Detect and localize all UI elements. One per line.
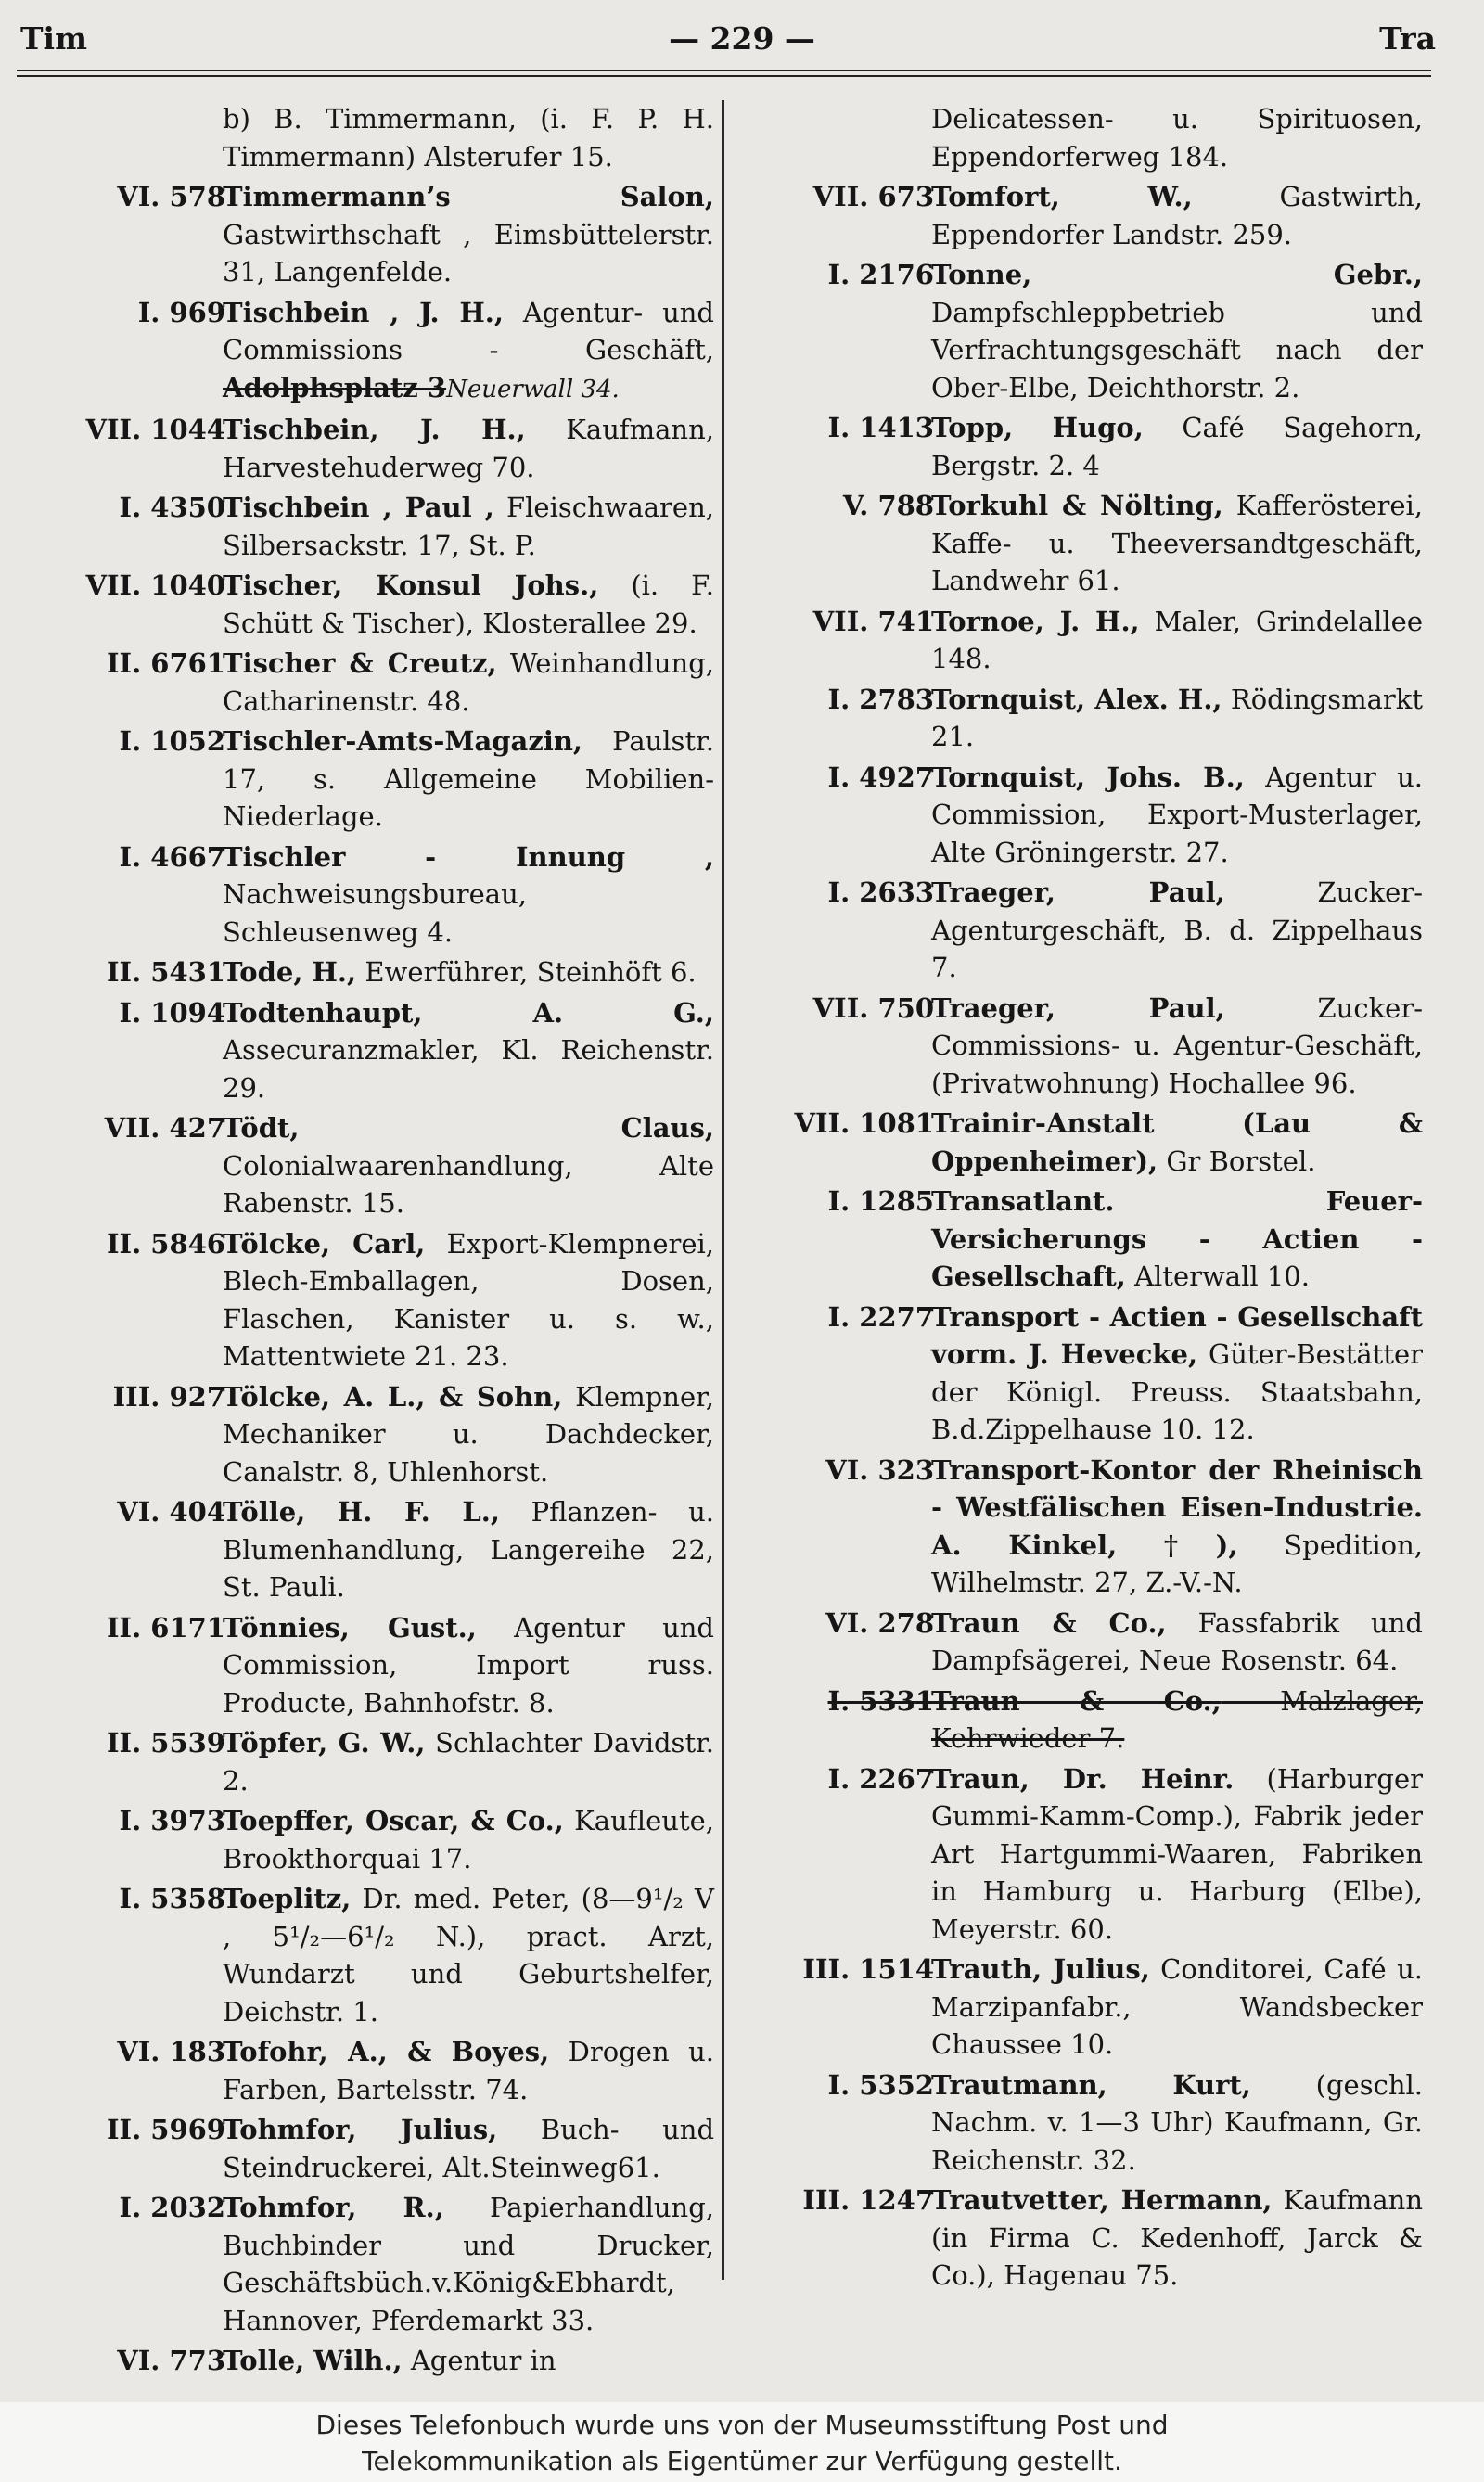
header-rule-top	[17, 70, 1431, 71]
subscriber-name: Tischbein , J. H.,	[223, 296, 504, 328]
header-left-keyword: Tim	[20, 20, 88, 57]
phone-number: I. 5331	[827, 1684, 934, 1717]
directory-entry	[17, 1225, 714, 1375]
entry-text	[223, 2342, 714, 2380]
subscriber-name: Töpfer, G. W.,	[223, 1727, 426, 1759]
subscriber-details: Dr. med. Peter, (8—9¹/₂ V , 5¹/₂—6¹/₂ N.), pract. Arzt, Wundarzt und Geburtshelfer, Deichstr. 1.	[223, 1883, 714, 2028]
phone-number: I. 969	[137, 296, 225, 328]
entry-text	[223, 1378, 714, 1491]
subscriber-name: Tischbein , Paul ,	[223, 492, 494, 523]
subscriber-name: Todtenhaupt, A. G.,	[223, 996, 714, 1029]
directory-entry	[17, 1724, 714, 1799]
phone-number: VII. 741	[812, 605, 934, 637]
entry-text	[931, 1760, 1423, 1949]
entry-text	[223, 1724, 714, 1799]
subscriber-details: Agentur u. Commission, Export-Musterlager, Alte Gröningerstr. 27.	[931, 761, 1423, 868]
directory-entry	[725, 1183, 1423, 1296]
subscriber-name: Traun & Co.,	[931, 1606, 1167, 1639]
directory-entry	[17, 100, 714, 175]
phone-number: VII. 673	[812, 181, 934, 212]
directory-entry	[725, 1682, 1423, 1758]
entry-text	[931, 1605, 1423, 1680]
subscriber-name: Torkuhl & Nölting,	[931, 490, 1223, 521]
subscriber-name: Tölle, H. F. L.,	[223, 1496, 500, 1528]
entry-text	[931, 100, 1423, 175]
entry-text	[223, 411, 714, 486]
directory-entry	[17, 411, 714, 486]
subscriber-name: Trautmann, Kurt,	[931, 2068, 1251, 2101]
left-column	[17, 100, 715, 2376]
directory-entry	[17, 294, 714, 409]
entry-text	[931, 603, 1423, 678]
subscriber-name: Trautvetter, Hermann,	[931, 2184, 1273, 2216]
entry-text	[223, 1609, 714, 1722]
subscriber-details: Agentur und Commission, Import russ. Producte, Bahnhofstr. 8.	[223, 1611, 714, 1719]
entry-text	[931, 2066, 1423, 2180]
subscriber-name: Tohmfor, Julius,	[223, 2114, 498, 2145]
directory-entry	[17, 953, 714, 992]
directory-entry	[17, 1880, 714, 2030]
phone-number: I. 4927	[827, 761, 934, 793]
phone-number: I. 2277	[827, 1300, 934, 1333]
subscriber-name: Tornoe, J. H.,	[931, 605, 1140, 637]
subscriber-name: Tölcke, Carl,	[223, 1227, 426, 1260]
entry-text	[223, 1802, 714, 1877]
column-divider	[722, 100, 724, 2280]
subscriber-name: Traun, Dr. Heinr.	[931, 1762, 1235, 1795]
subscriber-details: Schlachter Davidstr. 2.	[223, 1727, 714, 1797]
handwritten-correction: Neuerwall 34.	[446, 375, 620, 403]
subscriber-details: Nachweisungsbureau, Schleusenweg 4.	[223, 878, 527, 948]
subscriber-details: b) B. Timmermann, (i. F. P. H. Timmermann) Alsterufer 15.	[223, 103, 714, 173]
directory-entry	[17, 489, 714, 564]
phone-number: VI. 183	[117, 2036, 225, 2067]
subscriber-name: Tornquist, Johs. B.,	[931, 761, 1245, 793]
subscriber-name: Tischler - Innung ,	[223, 840, 714, 873]
header-rule-bottom	[17, 75, 1431, 77]
subscriber-name: Traun & Co.,	[931, 1684, 1222, 1717]
subscriber-details: Alterwall 10.	[1125, 1260, 1310, 1292]
struck-address: Adolphsplatz 3	[223, 371, 447, 403]
subscriber-name: Tofohr, A., & Boyes,	[223, 2036, 550, 2067]
directory-entry	[17, 1802, 714, 1877]
subscriber-details: Ewerführer, Steinhöft 6.	[356, 956, 697, 988]
directory-entry	[17, 723, 714, 836]
header-right-keyword: Tra	[1379, 20, 1436, 57]
subscriber-name: Tölcke, A. L., & Sohn,	[223, 1380, 563, 1413]
subscriber-name: Tohmfor, R.,	[223, 2192, 444, 2223]
entry-text	[223, 294, 714, 409]
subscriber-details: (Harburger Gummi-Kamm-Comp.), Fabrik jeder Art Hartgummi-Waaren, Fabriken in Hamburg u. Harburg (Elbe), Meyerstr. 60.	[931, 1762, 1423, 1945]
entry-text	[931, 759, 1423, 872]
subscriber-name: Timmermann’s Salon,	[223, 181, 714, 212]
subscriber-name: Toeplitz,	[223, 1883, 352, 1914]
directory-entry	[17, 2189, 714, 2339]
phone-number: VI. 278	[825, 1606, 934, 1639]
phone-number: VII. 427	[104, 1112, 225, 1144]
entry-text	[931, 2181, 1423, 2295]
directory-entry	[725, 1760, 1423, 1949]
subscriber-details: Gr Borstel.	[1158, 1145, 1316, 1177]
subscriber-details: Pflanzen- u. Blumenhandlung, Langereihe 22, St. Pauli.	[223, 1496, 714, 1603]
subscriber-details: Maler, Grindelallee 148.	[931, 605, 1423, 674]
directory-entry	[725, 874, 1423, 987]
directory-entry	[17, 1109, 714, 1222]
subscriber-details: Klempner, Mechaniker u. Dachdecker, Canalstr. 8, Uhlenhorst.	[223, 1380, 714, 1488]
subscriber-name: Tornquist, Alex. H.,	[931, 683, 1222, 715]
directory-entry	[725, 100, 1423, 175]
phone-number: I. 2176	[827, 259, 934, 290]
phone-number: III. 1247	[802, 2184, 934, 2216]
entry-text	[223, 2033, 714, 2108]
directory-entry	[17, 994, 714, 1107]
right-column	[725, 100, 1423, 2289]
phone-number: VI. 578	[117, 181, 225, 212]
phone-number: II. 5431	[106, 956, 225, 988]
subscriber-details: Rödingsmarkt 21.	[931, 683, 1423, 752]
subscriber-name: Topp, Hugo,	[931, 412, 1144, 443]
subscriber-details: Kaufmann, Harvestehuderweg 70.	[223, 414, 714, 483]
directory-entry	[725, 990, 1423, 1103]
directory-entry	[725, 1951, 1423, 2064]
phone-number: I. 1052	[119, 725, 225, 757]
subscriber-details: Delicatessen- u. Spirituosen, Eppendorferweg 184.	[931, 103, 1423, 173]
phone-number: I. 3973	[119, 1805, 225, 1836]
phone-number: VII. 1081	[794, 1107, 934, 1139]
phone-number: II. 5846	[106, 1227, 225, 1260]
phone-number: I. 2032	[119, 2192, 225, 2223]
subscriber-details: Dampfschleppbetrieb und Verfrachtungsgeschäft nach der Ober-Elbe, Deichthorstr. 2.	[931, 296, 1423, 403]
directory-entry	[725, 2066, 1423, 2180]
phone-number: VII. 750	[812, 992, 934, 1024]
subscriber-details: Güter-Bestätter der Königl. Preuss. Staatsbahn, B.d.Zippelhause 10. 12.	[931, 1338, 1424, 1445]
directory-entry	[725, 178, 1423, 253]
directory-entry	[17, 645, 714, 720]
entry-text	[931, 1682, 1423, 1758]
directory-entry	[725, 409, 1423, 484]
subscriber-name: Trainir-Anstalt (Lau & Oppenheimer),	[931, 1107, 1423, 1177]
subscriber-details: Gastwirth, Eppendorfer Landstr. 259.	[931, 181, 1423, 250]
phone-number: VII. 1040	[85, 569, 225, 601]
phone-number: I. 2783	[827, 683, 934, 715]
phone-number: I. 2267	[827, 1762, 934, 1795]
entry-text	[931, 1951, 1423, 2064]
entry-text	[223, 645, 714, 720]
subscriber-details: Kaufleute, Brookthorquai 17.	[223, 1805, 714, 1874]
phone-number: I. 5352	[827, 2068, 934, 2101]
directory-entry	[725, 487, 1423, 600]
subscriber-name: Tonne, Gebr.,	[931, 259, 1423, 290]
subscriber-details: Spedition, Wilhelmstr. 27, Z.-V.-N.	[931, 1529, 1423, 1598]
phone-number: I. 2633	[827, 876, 934, 908]
entry-text	[931, 256, 1423, 406]
subscriber-name: Traeger, Paul,	[931, 876, 1225, 908]
subscriber-name: Transport-Kontor der Rheinisch - Westfälischen Eisen-Industrie. A. Kinkel, †),	[931, 1453, 1423, 1561]
entry-text	[931, 681, 1423, 756]
subscriber-name: Toepffer, Oscar, & Co.,	[223, 1805, 564, 1836]
subscriber-details: Papierhandlung, Buchbinder und Drucker, Geschäftsbüch.v.König&Ebhardt, Hannover, Pferdemarkt 33.	[223, 2192, 715, 2336]
subscriber-name: Tischler-Amts-Magazin,	[223, 725, 583, 757]
entry-text	[223, 2189, 714, 2339]
phone-number: VI. 773	[117, 2345, 225, 2376]
subscriber-name: Tischbein, J. H.,	[223, 414, 526, 445]
subscriber-name: Tischer & Creutz,	[223, 647, 497, 679]
entry-text	[931, 178, 1423, 253]
entry-text	[223, 489, 714, 564]
entry-text	[223, 2111, 714, 2186]
directory-entry	[725, 681, 1423, 756]
subscriber-name: Tödt, Claus,	[223, 1112, 714, 1144]
subscriber-details: Export-Klempnerei, Blech-Emballagen, Dosen, Flaschen, Kanister u. s. w., Mattentwiete 21. 23.	[223, 1227, 715, 1372]
phone-number: I. 5358	[119, 1883, 225, 1914]
directory-entry	[17, 1493, 714, 1606]
subscriber-name: Tolle, Wilh.,	[223, 2345, 403, 2376]
subscriber-details: Zucker-Commissions- u. Agentur-Geschäft, (Privatwohnung) Hochallee 96.	[931, 992, 1423, 1099]
phone-number: VII. 1044	[85, 414, 225, 445]
directory-entry	[725, 759, 1423, 872]
directory-entry	[725, 603, 1423, 678]
phone-number: II. 6761	[106, 647, 225, 679]
directory-entry	[725, 1605, 1423, 1680]
entry-text	[931, 487, 1423, 600]
directory-entry	[17, 2033, 714, 2108]
entry-text	[223, 1225, 714, 1375]
page-number: — 229 —	[669, 20, 815, 57]
phone-number: I. 4350	[119, 492, 225, 523]
entry-text	[223, 1493, 714, 1606]
subscriber-details: Conditorei, Café u. Marzipanfabr., Wandsbecker Chaussee 10.	[931, 1953, 1423, 2060]
directory-entry	[17, 2342, 714, 2380]
subscriber-details: Malzlager, Kehrwieder 7.	[931, 1684, 1423, 1754]
subscriber-details: Colonialwaarenhandlung, Alte Rabenstr. 15.	[223, 1149, 714, 1219]
subscriber-details: Zucker-Agenturgeschäft, B. d. Zippelhaus 7.	[931, 876, 1423, 983]
directory-entry	[725, 1452, 1423, 1602]
entry-text	[223, 567, 714, 642]
subscriber-details: Agentur- und Commissions - Geschäft,	[223, 296, 714, 365]
subscriber-details: Assecuranzmakler, Kl. Reichenstr. 29.	[223, 1034, 714, 1104]
entry-text	[223, 1880, 714, 2030]
directory-entry	[725, 2181, 1423, 2295]
entry-text	[223, 994, 714, 1107]
entry-text	[931, 1452, 1423, 1602]
entry-text	[931, 874, 1423, 987]
subscriber-details: Gastwirthschaft , Eimsbüttelerstr. 31, Langenfelde.	[223, 218, 714, 288]
entry-text	[931, 1183, 1423, 1296]
phone-number: VI. 323	[825, 1453, 934, 1486]
subscriber-details: Kafferösterei, Kaffe- u. Theeversandtgeschäft, Landwehr 61.	[931, 490, 1423, 596]
entry-text	[223, 178, 714, 291]
directory-entry	[17, 2111, 714, 2186]
subscriber-details: Weinhandlung, Catharinenstr. 48.	[223, 647, 714, 717]
phone-number: II. 5539	[106, 1727, 225, 1759]
entry-text	[223, 838, 714, 952]
subscriber-name: Tönnies, Gust.,	[223, 1611, 477, 1644]
subscriber-name: Transatlant. Feuer-Versicherungs - Actien - Gesellschaft,	[931, 1185, 1423, 1292]
directory-entry	[17, 178, 714, 291]
subscriber-details: Café Sagehorn, Bergstr. 2. 4	[931, 412, 1424, 481]
footer-line-1: Dieses Telefonbuch wurde uns von der Museumsstiftung Post und	[315, 2410, 1169, 2440]
subscriber-details: Paulstr. 17, s. Allgemeine Mobilien-Niederlage.	[223, 725, 714, 832]
subscriber-details: (i. F. Schütt & Tischer), Klosterallee 29.	[223, 569, 714, 639]
subscriber-name: Traeger, Paul,	[931, 992, 1225, 1024]
subscriber-name: Transport - Actien - Gesellschaft vorm. J. Hevecke,	[931, 1300, 1423, 1370]
phone-number: III. 927	[112, 1380, 225, 1413]
subscriber-details: Fassfabrik und Dampfsägerei, Neue Rosenstr. 64.	[931, 1606, 1423, 1676]
directory-entry	[725, 256, 1423, 406]
phone-number: I. 4667	[119, 840, 225, 873]
subscriber-name: Tomfort, W.,	[931, 181, 1193, 212]
subscriber-name: Trauth, Julius,	[931, 1953, 1150, 1985]
entry-text	[931, 409, 1423, 484]
subscriber-details: Agentur in	[402, 2345, 556, 2376]
entry-text	[223, 100, 714, 175]
phone-number: II. 6171	[106, 1611, 225, 1644]
phone-number: VI. 404	[117, 1496, 225, 1528]
directory-entry	[725, 1105, 1423, 1180]
phone-number: II. 5969	[106, 2114, 225, 2145]
directory-entry	[17, 838, 714, 952]
phone-number: III. 1514	[802, 1953, 934, 1985]
phone-number: I. 1094	[119, 996, 225, 1029]
directory-entry	[17, 1378, 714, 1491]
phone-number: V. 788	[842, 490, 934, 521]
phone-number: I. 1285	[827, 1185, 934, 1217]
entry-text	[223, 723, 714, 836]
directory-entry	[17, 567, 714, 642]
subscriber-name: Tode, H.,	[223, 956, 357, 988]
subscriber-details: Kaufmann (in Firma C. Kedenhoff, Jarck & Co.), Hagenau 75.	[931, 2184, 1423, 2291]
subscriber-details: Fleischwaaren, Silbersackstr. 17, St. P.	[223, 492, 714, 561]
phone-number: I. 1413	[827, 412, 934, 443]
subscriber-details: Buch- und Steindruckerei, Alt.Steinweg61.	[223, 2114, 715, 2183]
entry-text	[223, 1109, 714, 1222]
entry-text	[931, 1299, 1423, 1449]
subscriber-name: Tischer, Konsul Johs.,	[223, 569, 599, 601]
directory-entry	[725, 1299, 1423, 1449]
directory-entry	[17, 1609, 714, 1722]
entry-text	[223, 953, 714, 992]
ownership-footer	[0, 2402, 1484, 2482]
entry-text	[931, 1105, 1423, 1180]
footer-line-2: Telekommunikation als Eigentümer zur Verfügung gestellt.	[362, 2446, 1122, 2476]
subscriber-details: Drogen u. Farben, Bartelsstr. 74.	[223, 2036, 714, 2105]
subscriber-details: (geschl. Nachm. v. 1—3 Uhr) Kaufmann, Gr. Reichenstr. 32.	[931, 2068, 1423, 2176]
entry-text	[931, 990, 1423, 1103]
